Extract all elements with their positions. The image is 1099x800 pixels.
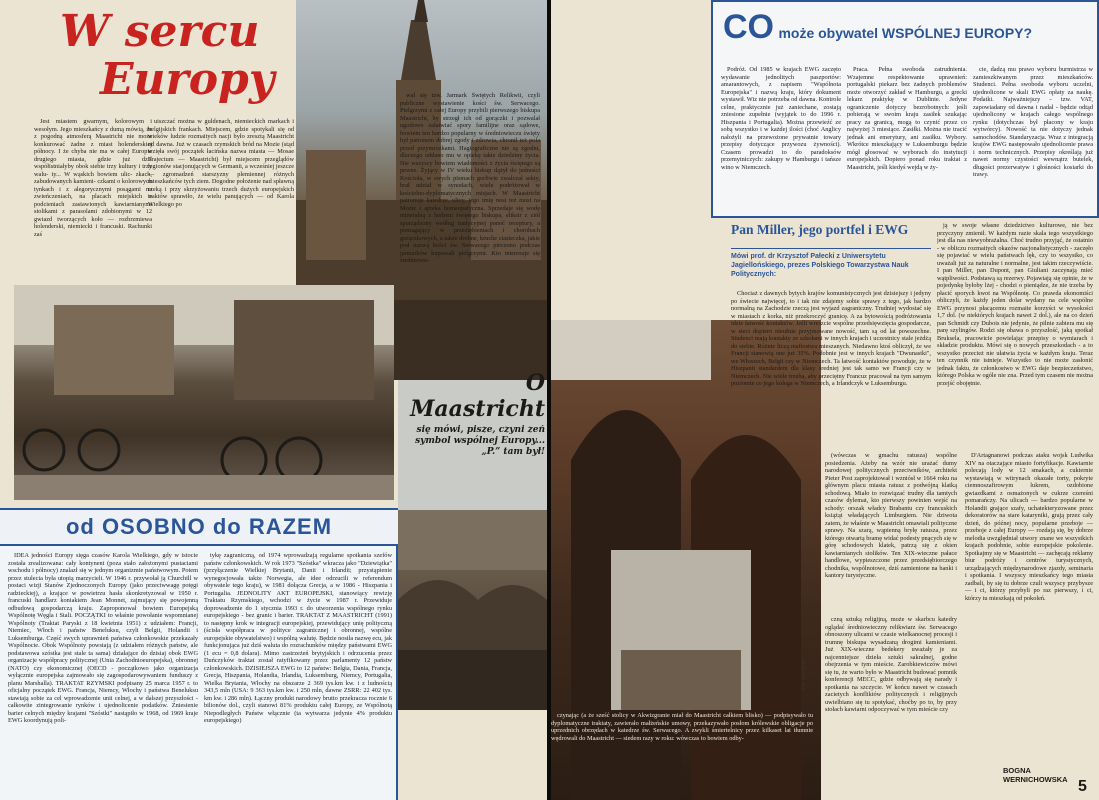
bicycles-photo: [14, 285, 394, 500]
co-title-big: CO: [723, 8, 774, 46]
maastricht-subtitle: [395, 370, 545, 458]
pan-column-2: ją w swoje własne dziedzictwo kulturowe, nie bez przyczyny zmienił. W każdym razie skala tego wszystkiego jest dla nas niewyobrażalna. Choć trudno przyjąć, że ostatnio - w obliczu rozmaitych okazów nacjonalistycznych - zaczęło się pojawiać w wielu państwach lęk, czy to wszystko, co uważali już za naturalne i normalne, jest takim rzeczywiście. I pan Miller, pan Dupont, pan Giuliani zaczynają mieć wątpliwości. Podstawą są rezerwy. Pojawiają się opinie, że w pojedynkę byłoby lżej - chodzi o pieniądze, że nie trzeba by płacić sporych kwot na Wspólnotę. Co prawda ekonomiści obliczyli, że każdy jeden dolar wydany na cele wspólne EWG przynosi płacącemu rozmaite korzyści w wysokości 1,7 dol. (w niektórych krajach nawet 2 dol.), ale na co dzień pan Schmidt czy Dubois nie jedynie, że pilnie zabiera mu się parę szylingów. Rodzi się obawa o przyszłość, jaką spotkał Bruksela, pracowicie powielając przepisy o wymiarach i składzie produktu. Mówi się o nowych przeszkodach - a to wszystko przecież nie ułatwia życia w każdym kraju. Teraz ten czynnik nie istnieje. Wszystko to nie może zasłonić jednak faktu, że członkostwo w EWG daje bezpieczeństwo, którego Polska w ogóle nie zna. Przed tym czasem nie można przejść obojętnie.: [937, 222, 1093, 387]
headline-line-2: Europy: [100, 54, 275, 105]
co-column-1: Podróż. Od 1985 w krajach EWG zaczęto wydawanie jednolitych paszportów: amarantowych, z napisem "Wspólnota Europejska" i nazwą kraju, który dokument wystawił. Wiz nie potrzeba od dawna. Kontrole celne, praktycznie już zaniechane, zostają zniesione zupełnie (wyjątek to do 1996 r. Hiszpania i Portugalia). Można przewieźć ze sobą wszystko i w każdej ilości (choć Anglicy nałożyli na przewożone prywatnie towary przepisy dotyczące przywozu żywności). Czasem prowadzi to do paradoksów przemytniczych: zakupy w Hamburgu i tańsze wino w Niemczech.: [721, 66, 841, 171]
timeline-column-2: tykę zagraniczną, od 1974 wprowadzają regularne spotkania szefów państw członkowskich. W rok 1973 "Szóstka" wkracza jako "Dziewiątka" (przyłączenie Wielkiej Brytanii, Danii i Irlandii; przystąpienie wynegocjowała także Norwegia, ale idee odrzucili w referendum obywatele tego kraju), w 1981 dołącza Grecja, a w 1986 - Hiszpania i Portugalia. JEDNOLITY AKT EUROPEJSKI, stanowiący rewizję Traktatu Rzymskiego, wchodzi w życie w 1987 r. Przewiduje doprowadzenie do 1 stycznia 1993 r. do utworzenia wspólnego rynku europejskiego - bez granic i barier. TRAKTAT Z MAASTRICHT (1991) to następny krok w integracji europejskiej, przewidujący unię polityczną (ścisła współpraca w polityce zagranicznej i obronnej, wspólne europejskie obywatelstwo) i wspólną walutę. Będzie nosiła nazwę ecu, jak funkcjonująca już dziś waluta do rozrachunków między państwami EWG (1 ecu = 0,8 dolara). Mimo zastrzeżeń brytyjskich i odrzucenia przez Duńczyków traktat został ratyfikowany przez parlamenty 12 państw członkowskich. DZISIEJSZA EWG to 12 państw: Belgia, Dania, Francja, Grecja, Hiszpania, Holandia, Irlandia, Luksemburg, Niemcy, Portugalia, Wielka Brytania, Włochy na obszarze 2 369 tys.km kw. i z ludnością 343,5 mln (USA: 9 363 tys.km kw. i 250 mln, dawne ZSRR: 22 402 tys. km kw. i 286 mln). Łączny produkt narodowy brutto przekracza rocznie 6 bilionów dol., czyli stanowi 81% produktu całej Europy, ze Wspólnotą Niepodległych Państw włącznie (ta wytwarza jedynie 4% produktu europejskiego): [204, 552, 392, 724]
lower-column-1: (wówczas w gmachu ratusza) wspólne posiedzenia. Ażeby na wzór nie urażać dumy narodowej politycznych przeciwników, architekt Pieter Post zaprojektował i wzniósł w 1664 roku na głównym placu miasta ratusz z podwójną klatką schodową. Miało to rozwiązać trudny dla tamtych czasów dylemat, kto pierwszy powinien wejść na schody: orszak władcy Brabantu czy francuskich książąt władających Limburgiem. Nie dziwota zatem, że właśnie w Maastricht omawiali polityczne sprawy. Na szarą, wąpienną bryłę ratusza, przez którego otwartą bramę widać podesty pnących się w górę schodowych klatek, patrzą się z okien kawiarnianych stolików. Ten XIX-wieczne pałace handlowe, wypieszczone przez przedsiębiorczego chodnika, wspólnotowe, dziś zamienione na banki i kantory turystyczne.: [825, 452, 957, 579]
co-column-2: Praca. Pełna swoboda zatrudnienia. Wzajemne respektowanie uprawnień: portugalski piekarz bez żadnych problemów może otworzyć zakład w Hamburgu, a grecki lekarz praktykę w Dublinie. Jedyne ograniczenie dotyczy bezrobotnych: jeśli pobierają w swoim kraju zasiłek szukając pracy za granicą, mogą to czynić przez co najwyżej 3 miesiące. Zasiłki. Można nie tracić jednak ani emerytury, ani zasiłku. Wybory. Wkrótce mieszkający w Luksemburgu będzie mógł głosować w wyborach do instytucji europejskich. Dopiero ponad roku traktat z Maastricht, jeśli kiedyś wejdą w ży-: [847, 66, 967, 171]
co-column-3: cie, dadzą mu prawo wyboru burmistrza w zamieszkiwanym przez mieszkańców. Studenci. Pełna swoboda wyboru uczelni, ujednolicone w skali EWG opłaty za naukę. Podatki. Najważniejszy - tzw. VAT, zapowiadany od dawna i nadal - będzie odtąd ujednolicony w krajach całego wspólnego rynku (dotychczas był płacony w kraju wytwórcy). Nowość ta nie dotyczy jednak samochodów. Standaryzacja. Wraz z integracją krajów EWG następowało ujednolicenie prawa i norm technicznych. Przepisy określają już nawet normy czystości wewnątrz butelek, długości prezerwatyw i głośności kosiarki do trawy.: [973, 66, 1093, 178]
page-number: 5: [1078, 778, 1087, 795]
right-page: [551, 0, 1099, 800]
author-signature: BOGNA WERNICHOWSKA: [1003, 766, 1068, 784]
middle-text-column: wał się tzw. Jarmark Świętych Relikwii, czyli publiczne wystawienie kości św. Serwacego. Pielgrzymi z całej Europy przybili pierwszego biskupa Maastricht, by strzegł ich od gorączki i pozwalał ugodowo załatwiać spory familijne oraz sądowe, bowiem ten bardzo popularny w średniowieczu święty był patronem dobrej zgody i zdrowia, chronił też pola przed przymrozkami. Hagiograficzne nie są zgodni, dlaczego oddano mu w opiekę takie dziedziny życia. Nie wszyscy bowiem wiadomości z życia świętego są pewne. Żyjący w IV wieku biskup dążył do jedności Kościoła, w swych pismach gorliwie zwalczał sekty, brał udział w synodach, wiele podróżował w kościelno-dyplomatycznych misjach. W Maastricht patronuje katedrze, ulicy, jego imię nosi też most na Mozie i apteka homeopatyczna. Sprzedaje się wodę mineralną z herbem świętego biskupa, eliksir z ziół sporządzony według tradycyjnej ponoć receptury, a pomagający w przeziębieniach i chorobach gorączkowych, a także drobne, kruche ciasteczka, jakie pod nazwą kości św. Serwacego pieczono podczas jarmarków kupowali pielgrzymi. Kto interesuje się średniowie-: [400, 92, 540, 264]
pan-column-1: Chociaż z dawnych bytych krajów komunistycznych jest dzisiejszy i jedyny po świecie najwięcej, to i tak nie zdajemy sobie sprawy z tego, jak bardzo normalną na Zachodzie rzeczą jest wyjazd zagraniczny. Trudniej wydostać się w miastach z korka, niż przekroczyć granicę. A za bytowością podróżowania idzie łatwość kontaktów. Jeśli wreszcie wspólne przedsięwzięcia gospodarcze, w sieci dopiero nieufnie przyjmowane nowość, tam są od lat powszechne. Studenci mają kontakty ze szkołami w innych krajach i uczestnicy stale jeżdżą do siebie. Różnie liczą mafiostwa mieszanych. Niedawno ktoś obliczył, że we Francji stanowią one już 35%. Podobnie jest w innych krajach "Dwunastki", we Włoszech, Belgii czy w Niemczech. Ta łatwość kontaktów powoduje, że w Hiszpanii standardem dla klasy średniej jest tak samo we Francji czy w Niemczech. Nie wiele trzeba, aby przeciętny Francuz pracował na tym samym poziomie co jego kolega w Niemczech, a Irlandczyk w Luksemburgu.: [731, 290, 931, 387]
pan-miller-title: Pan Miller, jego portfel i EWG: [731, 222, 909, 237]
co-title: [723, 8, 1093, 47]
church-caption: [551, 10, 701, 310]
main-headline: [60, 8, 300, 104]
intro-column-2: uiszczać można w guldenach, niemieckich markach i belgijskich frankach. Miejscem, gdzie spotykali się od wieków ludzie rozmaitych nacji było zresztą Maastricht od dawna. Już w czasach rzymskich bród na Mozie (stąd wzięła swój początek łacińska nazwa miasta — Mosae Trajectum — Maastricht) był miejscem przeglądów legionów stacjonujących w Germanii, a wcześniej jeszcze — zgromadzeń starszyzny plemiennej różnych mieszkańców tych ziem. Dogodne położenie nad spławną rzeką i przy skrzyżowaniu trzech dużych europejskich traktów sprawiło, że wielu panujących — od Karola Wielkiego po: [148, 118, 294, 208]
lower-column-2: czną sztuką religijną, może w skarbcu katedry oglądać średniowieczny relikwiarz św. Serwacego obnoszony ulicami w czasie wielkanocnej procesji i trumnę biskupa wysadzaną drogimi kamieniami. Już XIX-wieczne bedekery uważały je za najcenniejsze dzieła sztuki sakralnej, godne obejrzenia w tym mieście. Zarobkiewiczów mówi się tu, że warto było w Maastricht budować pomnik konferencji MECC, gdzie odbywają się narady i spotkania na szczycie. W końcu nawet w czasach zacietych konfliktów politycznych i religijnych uwielbiano się tu spotykać, choćby po to, by przy stołach kawiarni odpoczywać w tym mieście czy: [825, 616, 957, 713]
intro-column-1: Jest miastem gwarnym, kolorowym i wesołym. Jego mieszkańcy z dumą mówią, że z pogodną atmosferą Maastricht nie może konkurować żadne z miast holenderskiej północy. I że chyba nie ma w całej Europie drugiego miasta, gdzie już dziś współistniałyby obok siebie trzy kultury i trzy walu- ty... W wąskich bowiem ulic- zkach, zabudowanych kamieni- czkami o kolorowych tynkach i z alegorycznymi posągami na zwieńczeniach, na placach miejskich o podcieniach zastawionych kawiarnianymi stolikami z parasolami zdobionymi w 12 gwiazd tworzących koło — rozbrzmiewa holenderski, niemiecki i francuski. Rachunki zaś: [34, 118, 152, 238]
co-box: [711, 0, 1099, 218]
subtitle-rest: się mówi, pisze, czyni zeń symbol wspólnej Europy... „P.” tam był!: [415, 425, 545, 457]
headline-line-1: W sercu: [60, 6, 260, 57]
church-caption-text: czynając (a że sześć stolicy w Akwizgranie miał do Maastricht całkiem blisko) — podpisywało tu dyplomatyczne traktaty, zawierało małżeńskie umowy, przekazywało posłom królewskie obligacje po uprzednich obrzędach w katedrze św. Serwacego. A zwykli śmiertelnicy przez kilkaset lat tłumnie wędrowali do Maastricht — siedem razy w roku: wówczas to bowiem odby-: [551, 712, 813, 742]
co-title-rest: może obywatel WSPÓLNEJ EUROPY?: [778, 25, 1033, 41]
subtitle-main: O Maastricht: [410, 370, 545, 422]
timeline-column-1: IDEA jedności Europy sięga czasów Karola Wielkiego, gdy w istocie została zrealizowana: cały kontynent (poza stało założonymi pustaciami wschodu i północy) znalazł się w jednym organizmie państwowym. Potem przez stulecia była utopią marzycieli. W 1946 r. przywołał ją Churchill w postaci wizji Stanów Zjednoczonych Europy (jako przeciwwagę potęgi radzieckiej), a krające w powietrzu hasła skonkretyzował w 1950 r. francuski handlarz koniakiem Jean Monnet, zajmujący się powojenną odbudową gospodarczą kraju. Zaproponował bowiem Europejską Wspólnotę Węgla i Stali. POCZĄTKI to właśnie powołanie wspomnianej Wspólnoty (Traktat Paryski z 18 kwietnia 1951) z udziałem: Francji, Niemiec, Włoch i państw Beneluksu, czyli Belgii, Holandii i Luksemburga. Część swych uprawnień państwa członkowskie przekazały Wspólnocie. Obok Wspólnoty powstają (z udziałem różnych państw, ale podstawowa szóstka jest stale ta sama) działające do dzisiaj obok EWG organizacje współpracy politycznej (Unia Zachodnioeuropejska), obronnej (NATO) czy ekonomicznej (OECD - początkowo jako organizacja wyłącznie europejska zajmowało się zagospodarowywaniem funduszy z planu Marshalla). TRAKTAT RZYMSKI podpisany 25 marca 1957 r. to oficjalny początek EWG. Francja, Niemcy, Włochy i państwa Beneluksu stawiają sobie za cel wprowadzenie unii celnej, a w dalszej przyszłości - całkowite zintegrowanie rynków i ujednolicenie podatków. Zniesienie barier celnych między krajami "Szóstki" nastąpiło w 1968, od 1969 kraje EWG koordynują poli-: [8, 552, 198, 724]
timeline-title: od OSOBNO do RAZEM: [65, 514, 333, 539]
lower-column-3: D'Artagnanowi podczas ataku wojsk Ludwika XIV na otaczające miasto fortyfikacje. Kawiarnie polecają lody w 12 smakach, a cukiernie wystawiają w witrynach okazałe torty, pokryte ciemnoszafirowym lukrem, ozdobione gwiazdkami z osmażonych w cukrze czereśni pomarańczy. Na ulicach — bardzo popularne w Holandii grające szafy, uchatekteryzowane przez dekoratorów na stare kataryniki, grają przez cały dzień, do późnej nocy, popularne przeboje — przeboje z całej Europy — rozdają się, by dobrze melodia uwzględniał utwory znane we wszystkich krajach podobnie, sobie europejskie pokolenie. Spotkajmy się w Maastricht — zachęcają reklamy biur podróży i centrów turystycznych, urządzających międzynarodowe zjazdy, seminaria i spotkania. I wszyscy mieszkańcy tego miasta zadbali, by się tu dobrze czuli wszyscy przybysze — i ci, którzy przybyli po raz pierwszy, i ci, którzy tu mieszkają od pokoleń.: [965, 452, 1093, 602]
left-page: [0, 0, 547, 800]
pan-title-rule: [731, 248, 931, 249]
photo-credit: Fot. Jan Rych: [801, 659, 807, 690]
timeline-title-band: [0, 508, 398, 546]
pan-miller-lead: Mówi prof. dr Krzysztof Pałecki z Uniwersytetu Jagiellońskiego, prezes Polskiego Towarzystwa Nauk Politycznych:: [731, 253, 909, 278]
